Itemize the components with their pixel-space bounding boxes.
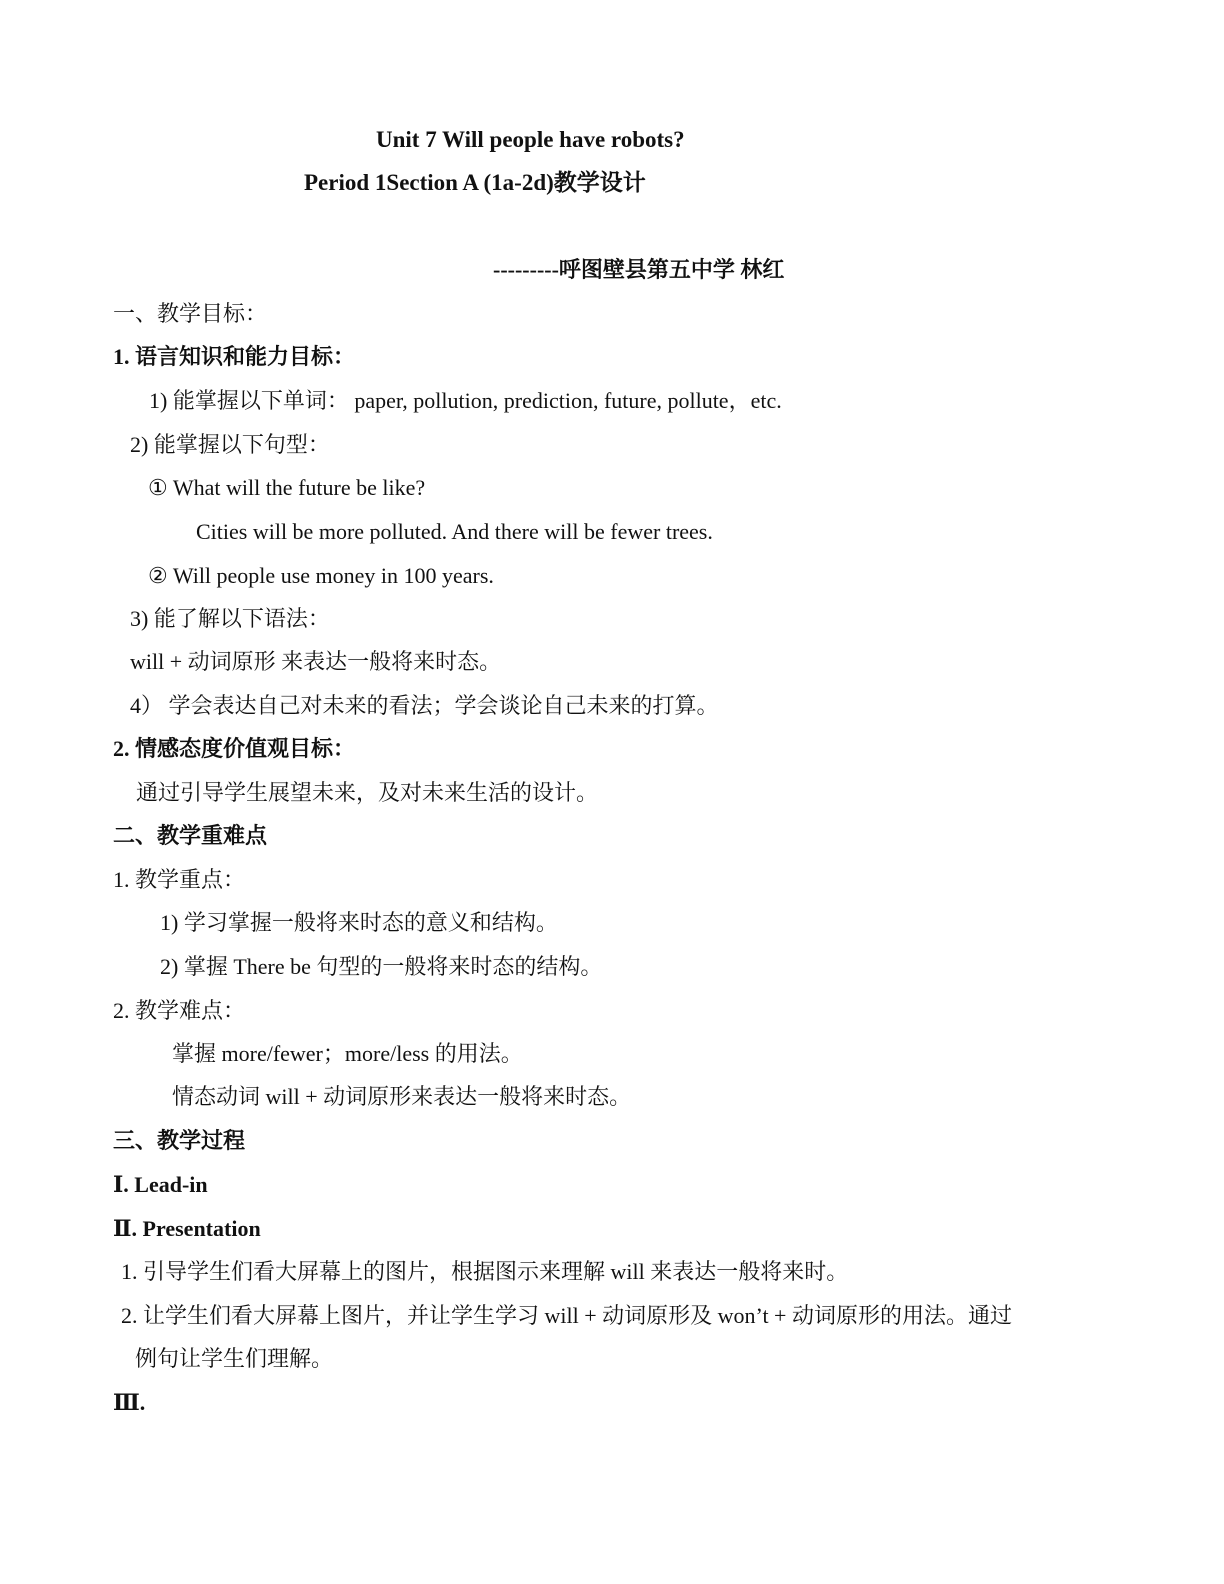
section-heading-process: 三、教学过程 — [113, 1128, 246, 1153]
author-line: ---------呼图壁县第五中学 林红 — [493, 257, 785, 282]
goal-item-grammar: 3) 能了解以下语法： — [130, 606, 330, 631]
sentence-pattern-2: ② Will people use money in 100 years. — [148, 563, 494, 588]
difficult-points-heading: 2. 教学难点： — [113, 998, 246, 1023]
document-subtitle: Period 1Section A (1a-2d)教学设计 — [304, 170, 646, 195]
presentation-step-2-line-1: 2. 让学生们看大屏幕上图片，并让学生学习 will + 动词原形及 won’t + 动词原形的用法。通过 — [121, 1303, 1012, 1328]
goal-item-sentences: 2) 能掌握以下句型： — [130, 432, 330, 457]
section-heading-objectives: 一、教学目标： — [113, 301, 268, 326]
goal-item-expression: 4） 学会表达自己对未来的看法；学会谈论自己未来的打算。 — [130, 693, 719, 718]
grammar-rule: will + 动词原形 来表达一般将来时态。 — [130, 649, 502, 674]
step-presentation: Ⅱ. Presentation — [113, 1216, 261, 1241]
sentence-pattern-1-answer: Cities will be more polluted. And there will be fewer trees. — [196, 519, 713, 544]
goal-emotion-text: 通过引导学生展望未来，及对未来生活的设计。 — [136, 780, 599, 805]
presentation-step-2-line-2: 例句让学生们理解。 — [135, 1346, 334, 1371]
document-title: Unit 7 Will people have robots? — [376, 127, 685, 152]
goal-heading-emotion: 2. 情感态度价值观目标： — [113, 736, 356, 761]
key-points-heading: 1. 教学重点： — [113, 867, 246, 892]
goal-item-words: 1) 能掌握以下单词： paper, pollution, prediction, future, pollute，etc. — [149, 388, 782, 413]
presentation-step-1: 1. 引导学生们看大屏幕上的图片，根据图示来理解 will 来表达一般将来时。 — [121, 1259, 849, 1284]
key-point-2: 2) 掌握 There be 句型的一般将来时态的结构。 — [160, 954, 603, 979]
step-lead-in: Ⅰ. Lead-in — [113, 1172, 208, 1197]
key-point-1: 1) 学习掌握一般将来时态的意义和结构。 — [160, 910, 558, 935]
sentence-pattern-1: ① What will the future be like? — [148, 475, 426, 500]
difficult-point-2: 情态动词 will + 动词原形来表达一般将来时态。 — [172, 1084, 632, 1109]
step-three: Ⅲ. — [113, 1390, 146, 1415]
goal-heading-language: 1. 语言知识和能力目标： — [113, 344, 356, 369]
section-heading-key-points: 二、教学重难点 — [113, 823, 268, 848]
difficult-point-1: 掌握 more/fewer；more/less 的用法。 — [172, 1041, 523, 1066]
